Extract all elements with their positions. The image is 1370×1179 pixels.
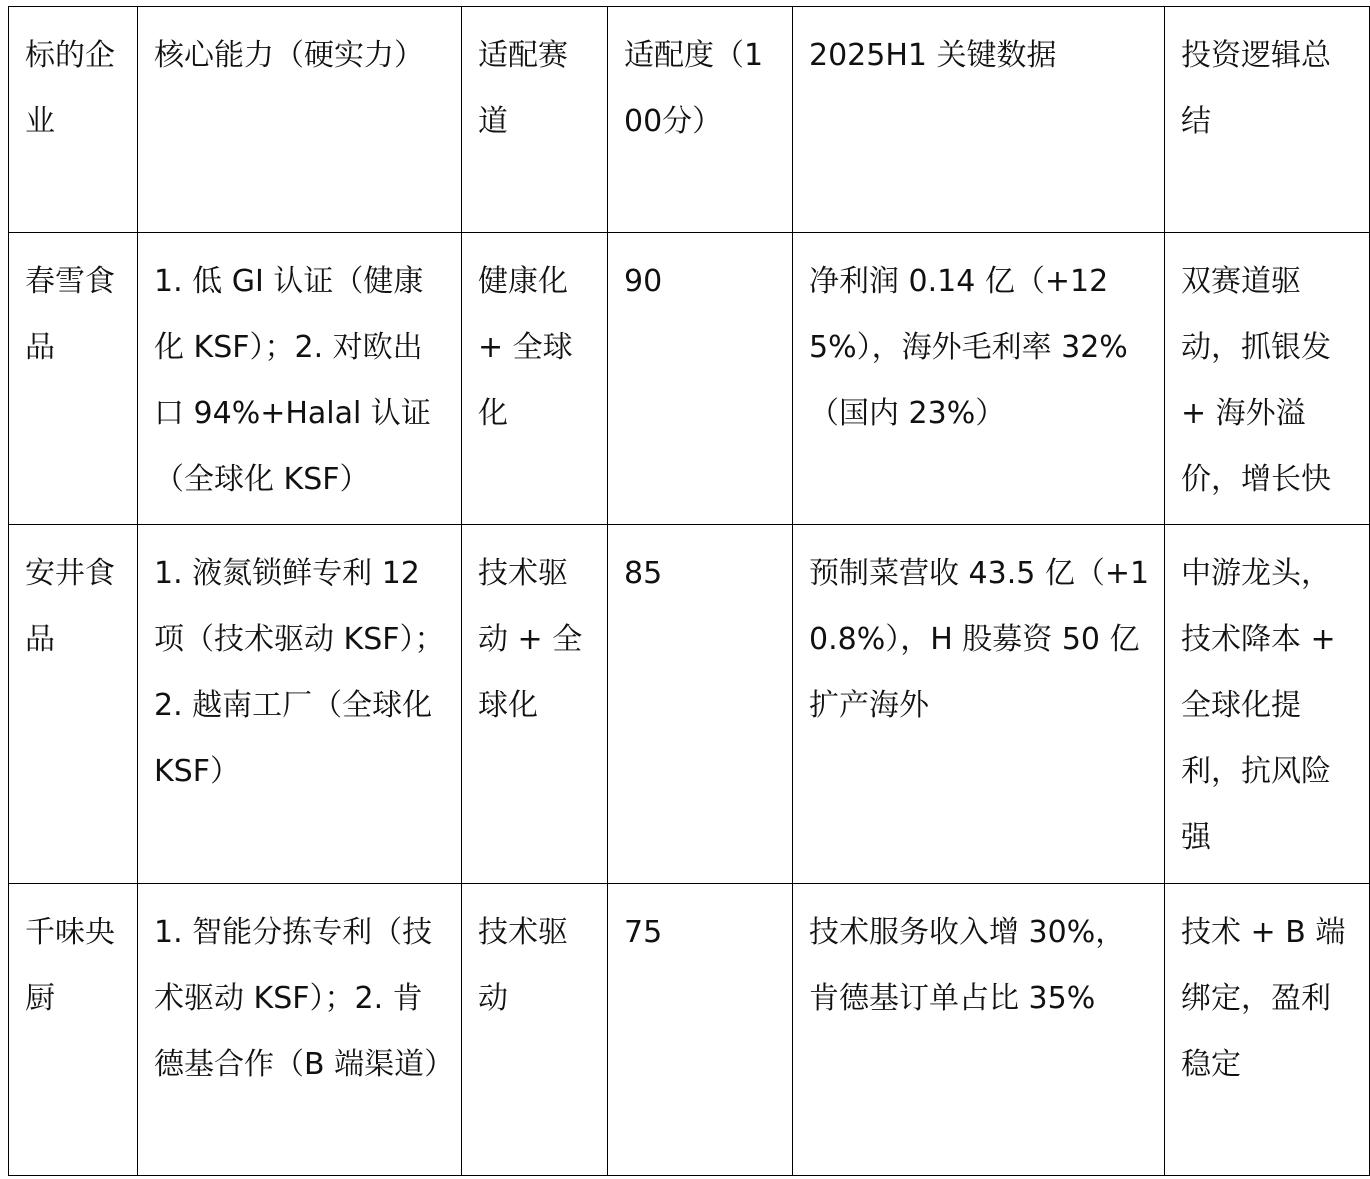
fit-score: 75 <box>624 915 663 950</box>
header-cell-track <box>462 7 608 233</box>
data-table-container <box>8 6 1369 1176</box>
header-cell-core <box>138 7 462 233</box>
track: 技术驱动 <box>478 915 568 1016</box>
core-capability: 1. 液氮锁鲜专利 12 项（技术驱动 KSF）；2. 越南工厂（全球化 KSF） <box>154 556 445 789</box>
cell-track <box>462 884 608 1176</box>
key-data: 预制菜营收 43.5 亿（+10.8%），H 股募资 50 亿扩产海外 <box>809 556 1150 723</box>
cell-company <box>9 233 138 525</box>
table-row <box>9 233 1370 525</box>
header-label: 2025H1 关键数据 <box>809 38 1057 73</box>
company-name: 春雪食品 <box>25 264 115 365</box>
table-row <box>9 884 1370 1176</box>
header-label: 适配度（100分） <box>624 38 764 139</box>
cell-data <box>793 233 1165 525</box>
cell-score <box>608 233 793 525</box>
header-label: 投资逻辑总结 <box>1181 38 1331 139</box>
header-cell-company <box>9 7 138 233</box>
header-cell-logic <box>1165 7 1370 233</box>
key-data: 净利润 0.14 亿（+125%），海外毛利率 32%（国内 23%） <box>809 264 1128 431</box>
company-name: 安井食品 <box>25 556 115 657</box>
company-name: 千味央厨 <box>25 915 115 1016</box>
company-comparison-table <box>8 6 1370 1176</box>
cell-company <box>9 884 138 1176</box>
cell-score <box>608 884 793 1176</box>
cell-logic <box>1165 884 1370 1176</box>
key-data: 技术服务收入增 30%，肯德基订单占比 35% <box>809 915 1126 1016</box>
track: 技术驱动 + 全球化 <box>478 556 583 723</box>
cell-data <box>793 525 1165 884</box>
investment-logic: 双赛道驱动，抓银发 + 海外溢价，增长快 <box>1181 264 1331 497</box>
core-capability: 1. 低 GI 认证（健康化 KSF）；2. 对欧出口 94%+Halal 认证（全球化 KSF） <box>154 264 431 497</box>
cell-core <box>138 233 462 525</box>
cell-data <box>793 884 1165 1176</box>
header-label: 适配赛道 <box>478 38 568 139</box>
header-label: 标的企业 <box>25 38 115 139</box>
track: 健康化 + 全球化 <box>478 264 573 431</box>
cell-logic <box>1165 233 1370 525</box>
header-cell-data <box>793 7 1165 233</box>
cell-company <box>9 525 138 884</box>
table-header-row <box>9 7 1370 233</box>
investment-logic: 技术 + B 端绑定，盈利稳定 <box>1181 915 1346 1082</box>
investment-logic: 中游龙头，技术降本 + 全球化提利，抗风险强 <box>1181 556 1336 855</box>
cell-score <box>608 525 793 884</box>
cell-track <box>462 233 608 525</box>
fit-score: 90 <box>624 264 663 299</box>
fit-score: 85 <box>624 556 663 591</box>
cell-core <box>138 525 462 884</box>
cell-logic <box>1165 525 1370 884</box>
header-cell-score <box>608 7 793 233</box>
header-label: 核心能力（硬实力） <box>154 38 424 73</box>
core-capability: 1. 智能分拣专利（技术驱动 KSF）；2. 肯德基合作（B 端渠道） <box>154 915 455 1082</box>
cell-track <box>462 525 608 884</box>
cell-core <box>138 884 462 1176</box>
table-row <box>9 525 1370 884</box>
